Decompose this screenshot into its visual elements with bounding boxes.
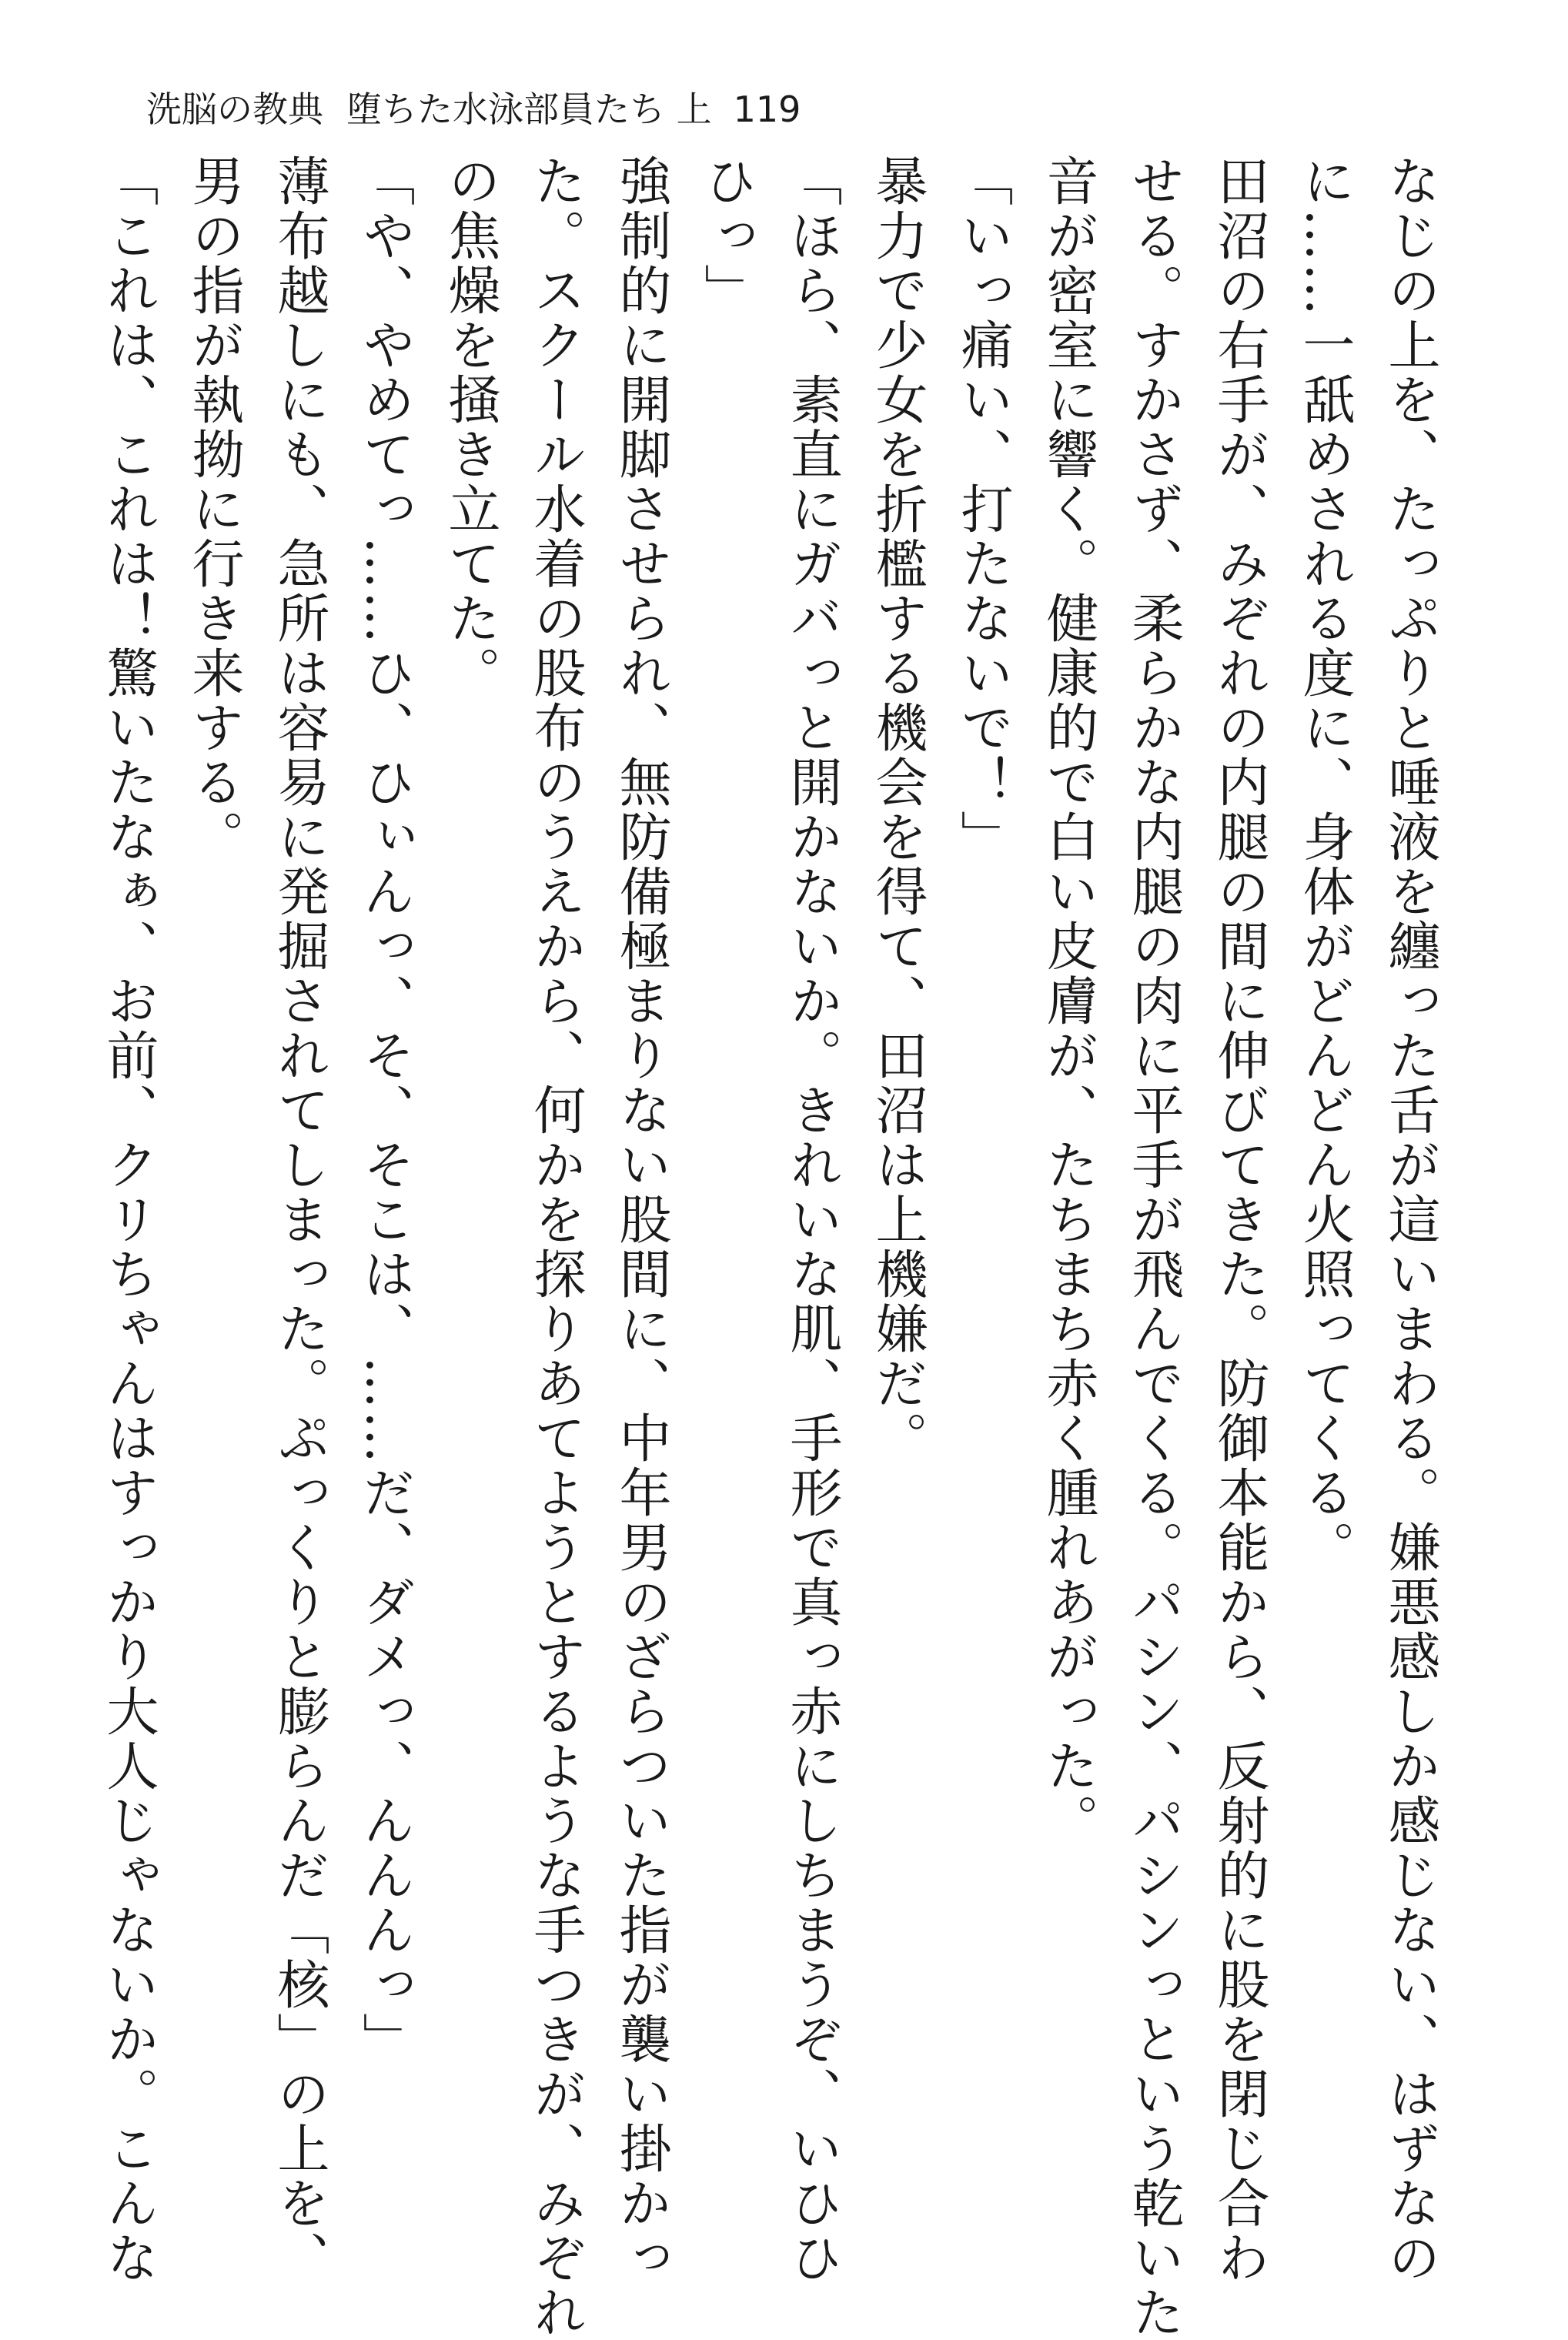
text-line: 「これは、これは！驚いたなぁ、お前、クリちゃんはすっかり大人じゃないか。こんな — [98, 154, 159, 2285]
text-line: 音が密室に響く。健康的で白い皮膚が、たちまち赤く腫れあがった。 — [1038, 154, 1098, 1848]
body-text — [98, 154, 1453, 2340]
text-line: に……一舐めされる度に、身体がどんどん火照ってくる。 — [1294, 154, 1355, 1575]
text-line: の焦燥を掻き立てた。 — [440, 154, 500, 700]
text-line: 強制的に開脚させられ、無防備極まりない股間に、中年男のざらついた指が襲い掛かっ — [610, 154, 671, 2285]
page-number: 119 — [733, 89, 801, 130]
running-header — [146, 86, 801, 132]
text-line: 田沼の右手が、みぞれの内腿の間に伸びてきた。防御本能から、反射的に股を閉じ合わ — [1209, 154, 1269, 2285]
text-line: せる。すかさず、柔らかな内腿の肉に平手が飛んでくる。パシン、パシンっという乾いた — [1123, 154, 1184, 2340]
text-line: 「ほら、素直にガバっと開かないか。きれいな肌、手形で真っ赤にしちまうぞ、いひひ — [781, 154, 842, 2285]
text-line: 「や、やめてっ……ひ、ひぃんっ、そ、そこは、……だ、ダメっ、んんんっ」 — [354, 154, 415, 2067]
text-line: 男の指が執拗に行き来する。 — [183, 154, 244, 864]
book-subtitle: 堕ちた水泳部員たち 上 — [346, 89, 712, 130]
text-columns — [85, 154, 1453, 2340]
text-line: 暴力で少女を折檻する機会を得て、田沼は上機嫌だ。 — [867, 154, 928, 1466]
text-line: 薄布越しにも、急所は容易に発掘されてしまった。ぷっくりと膨らんだ「核」の上を、 — [269, 154, 329, 2285]
text-line: なじの上を、たっぷりと唾液を纏った舌が這いまわる。嫌悪感しか感じない、はずなの — [1379, 154, 1440, 2285]
book-title: 洗脳の教典 — [146, 89, 323, 130]
text-line: た。スクール水着の股布のうえから、何かを探りあてようとするような手つきが、みぞれ — [525, 154, 586, 2340]
text-line: 「いっ痛い、打たないで！」 — [952, 154, 1013, 864]
text-line: ひっ」 — [696, 154, 757, 318]
